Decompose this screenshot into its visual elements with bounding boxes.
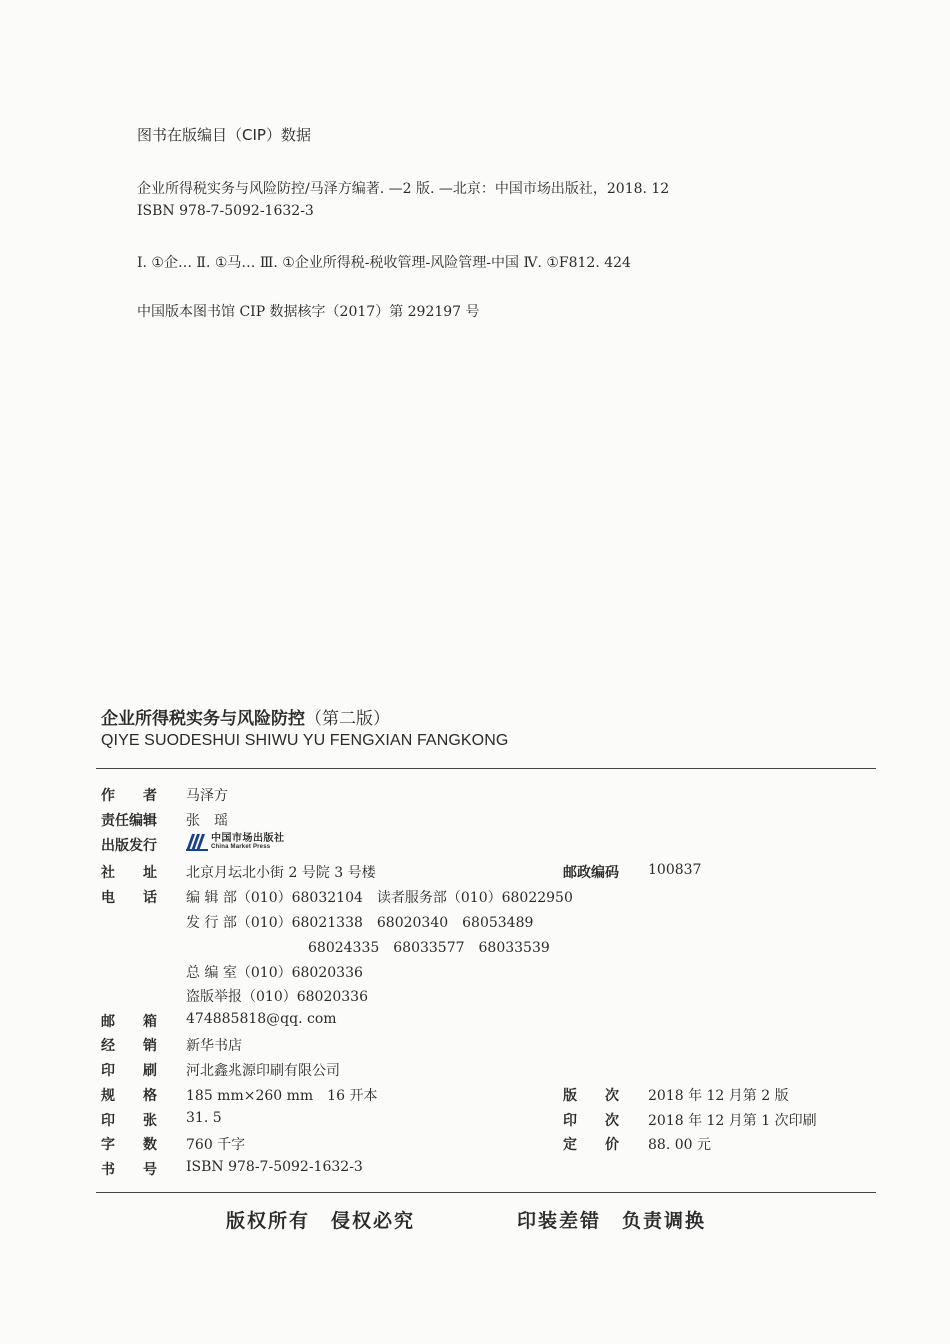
editor-label: 责任编辑 bbox=[101, 813, 157, 829]
book-title-main: 企业所得税实务与风险防控 bbox=[101, 709, 305, 729]
spec-value: 185 mm×260 mm 16 开本 bbox=[186, 1088, 378, 1104]
printer-value: 河北鑫兆源印刷有限公司 bbox=[186, 1063, 340, 1079]
bottom-rule bbox=[96, 1192, 876, 1193]
cip-line-1: 企业所得税实务与风险防控/马泽方编著. —2 版. —北京：中国市场出版社，2018. 12 bbox=[137, 181, 670, 197]
phone-line-4: 总 编 室（010）68020336 bbox=[186, 965, 363, 981]
top-rule bbox=[96, 768, 876, 769]
cip-line-3: Ⅰ. ①企… Ⅱ. ①马… Ⅲ. ①企业所得税-税收管理-风险管理-中国 Ⅳ. ①F812. 424 bbox=[137, 255, 631, 271]
price-label: 定 价 bbox=[563, 1137, 619, 1153]
book-title bbox=[101, 704, 390, 729]
words-label: 字 数 bbox=[101, 1137, 157, 1153]
address-value: 北京月坛北小街 2 号院 3 号楼 bbox=[186, 865, 376, 881]
phone-label: 电 话 bbox=[101, 890, 157, 906]
cip-heading: 图书在版编目（CIP）数据 bbox=[137, 126, 311, 144]
phone-line-1: 编 辑 部（010）68032104 读者服务部（010）68022950 bbox=[186, 890, 573, 906]
sheets-value: 31. 5 bbox=[186, 1110, 222, 1126]
book-pinyin: QIYE SUODESHUI SHIWU YU FENGXIAN FANGKONG bbox=[101, 732, 509, 749]
price-value: 88. 00 元 bbox=[648, 1137, 711, 1153]
editor-value: 张 瑶 bbox=[186, 813, 228, 829]
phone-line-3: 68024335 68033577 68033539 bbox=[308, 940, 550, 956]
publisher-logo bbox=[186, 832, 285, 852]
email-label: 邮 箱 bbox=[101, 1014, 157, 1030]
distributor-value: 新华书店 bbox=[186, 1038, 242, 1054]
author-label: 作 者 bbox=[101, 788, 157, 804]
phone-line-2: 发 行 部（010）68021338 68020340 68053489 bbox=[186, 915, 534, 931]
publisher-label: 出版发行 bbox=[101, 838, 157, 854]
copyright-notice: 版权所有 侵权必究 bbox=[226, 1210, 416, 1232]
author-value: 马泽方 bbox=[186, 788, 228, 804]
print-label: 印 次 bbox=[563, 1113, 619, 1129]
address-label: 社 址 bbox=[101, 865, 157, 881]
words-value: 760 千字 bbox=[186, 1137, 246, 1153]
postcode-label: 邮政编码 bbox=[563, 865, 619, 881]
phone-line-5: 盗版举报（010）68020336 bbox=[186, 989, 368, 1005]
spec-label: 规 格 bbox=[101, 1088, 157, 1104]
cip-line-4: 中国版本图书馆 CIP 数据核字（2017）第 292197 号 bbox=[137, 304, 480, 320]
publisher-logo-icon bbox=[186, 832, 208, 852]
edition-label: 版 次 bbox=[563, 1088, 619, 1104]
publisher-logo-cn: 中国市场出版社 bbox=[211, 833, 285, 844]
isbn-label: 书 号 bbox=[101, 1162, 157, 1178]
book-edition: （第二版） bbox=[305, 709, 390, 729]
cip-line-2: ISBN 978-7-5092-1632-3 bbox=[137, 203, 314, 219]
replacement-notice: 印装差错 负责调换 bbox=[517, 1210, 707, 1232]
postcode-value: 100837 bbox=[648, 862, 702, 878]
distributor-label: 经 销 bbox=[101, 1038, 157, 1054]
printer-label: 印 刷 bbox=[101, 1063, 157, 1079]
publisher-logo-en: China Market Press bbox=[211, 844, 271, 850]
print-value: 2018 年 12 月第 1 次印刷 bbox=[648, 1113, 817, 1129]
sheets-label: 印 张 bbox=[101, 1113, 157, 1129]
email-value: 474885818@qq. com bbox=[186, 1011, 337, 1027]
isbn-value: ISBN 978-7-5092-1632-3 bbox=[186, 1159, 363, 1175]
edition-value: 2018 年 12 月第 2 版 bbox=[648, 1088, 789, 1104]
